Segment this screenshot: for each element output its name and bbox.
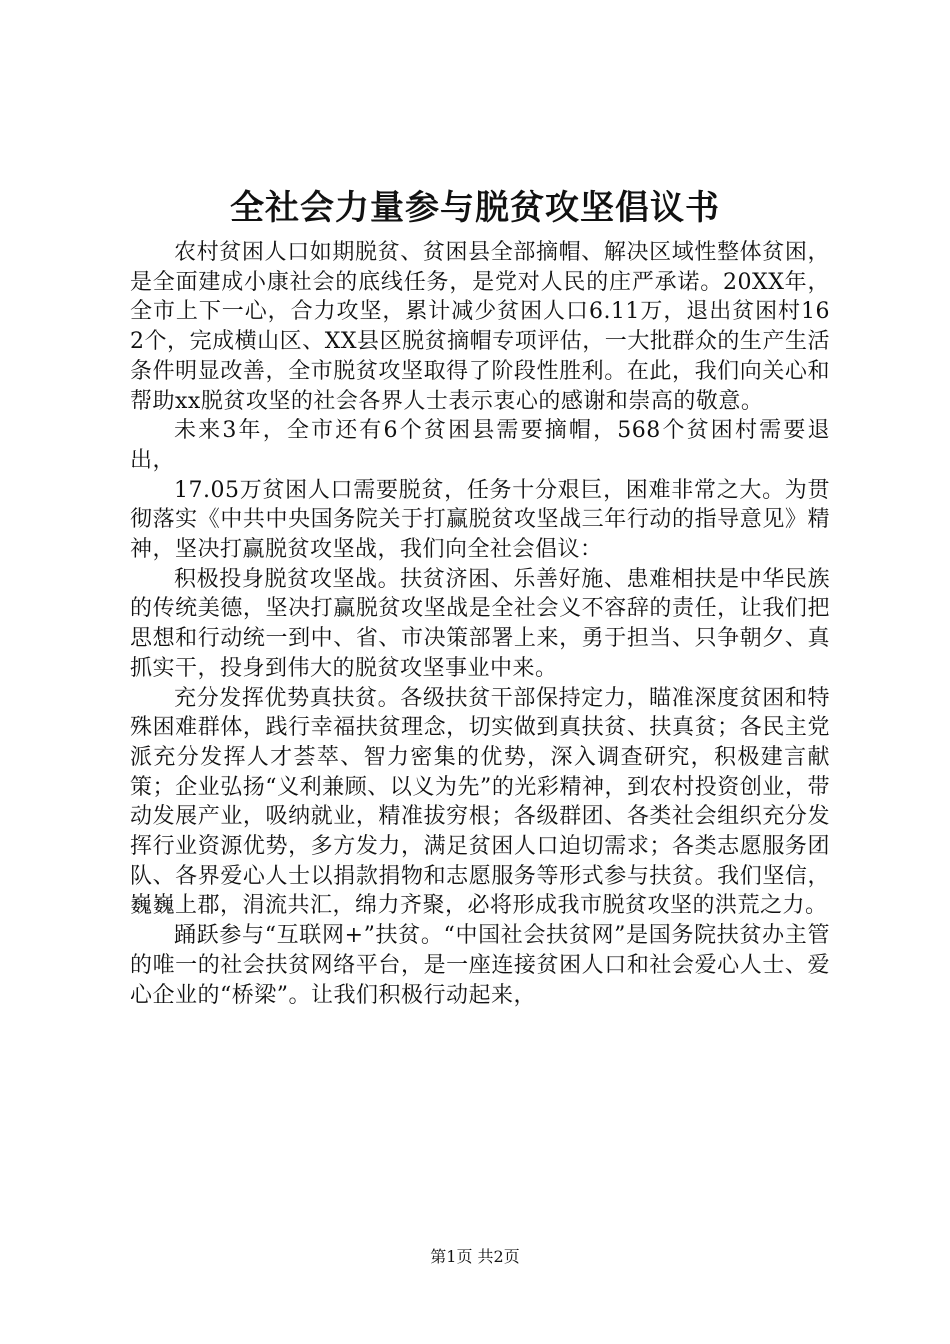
paragraph: 踊跃参与“互联网+”扶贫。“中国社会扶贫网”是国务院扶贫办主管的唯一的社会扶贫网络平台，是一座连接贫困人口和社会爱心人士、爱心企业的“桥梁”。让我们积极行动起来， bbox=[130, 923, 830, 1008]
paragraph: 17.05万贫困人口需要脱贫，任务十分艰巨，困难非常之大。为贯彻落实《中共中央国务院关于打赢脱贫攻坚战三年行动的指导意见》精神，坚决打赢脱贫攻坚战，我们向全社会倡议： bbox=[130, 477, 830, 563]
paragraph: 充分发挥优势真扶贫。各级扶贫干部保持定力，瞄准深度贫困和特殊困难群体，践行幸福扶贫理念，切实做到真扶贫、扶真贫；各民主党派充分发挥人才荟萃、智力密集的优势，深入调查研究，积极建言献策；企业弘扬“义利兼顾、以义为先”的光彩精神，到农村投资创业，带动发展产业，吸纳就业，精准拔穷根；各级群团、各类社会组织充分发挥行业资源优势，多方发力，满足贫困人口迫切需求；各类志愿服务团队、各界爱心人士以捐款捐物和志愿服务等形式参与扶贫。我们坚信，巍巍上郡，涓流共汇，绵力齐聚，必将形成我市脱贫攻坚的洪荒之力。 bbox=[130, 685, 830, 919]
page-number-footer: 第1页 共2页 bbox=[430, 1247, 520, 1266]
document-title: 全社会力量参与脱贫攻坚倡议书 bbox=[230, 188, 720, 228]
paragraph: 积极投身脱贫攻坚战。扶贫济困、乐善好施、患难相扶是中华民族的传统美德，坚决打赢脱贫攻坚战是全社会义不容辞的责任，让我们把思想和行动统一到中、省、市决策部署上来，勇于担当、只争朝夕、真抓实干，投身到伟大的脱贫攻坚事业中来。 bbox=[130, 566, 830, 681]
paragraph: 未来3年，全市还有6个贫困县需要摘帽，568个贫困村需要退出， bbox=[130, 418, 830, 473]
document-body bbox=[130, 238, 830, 1010]
paragraph: 农村贫困人口如期脱贫、贫困县全部摘帽、解决区域性整体贫困，是全面建成小康社会的底线任务，是党对人民的庄严承诺。20XX年，全市上下一心，合力攻坚，累计减少贫困人口6.11万，退出贫困村162个，完成横山区、XX县区脱贫摘帽专项评估，一大批群众的生产生活条件明显改善，全市脱贫攻坚取得了阶段性胜利。在此，我们向关心和帮助xx脱贫攻坚的社会各界人士表示衷心的感谢和崇高的敬意。 bbox=[130, 240, 830, 414]
